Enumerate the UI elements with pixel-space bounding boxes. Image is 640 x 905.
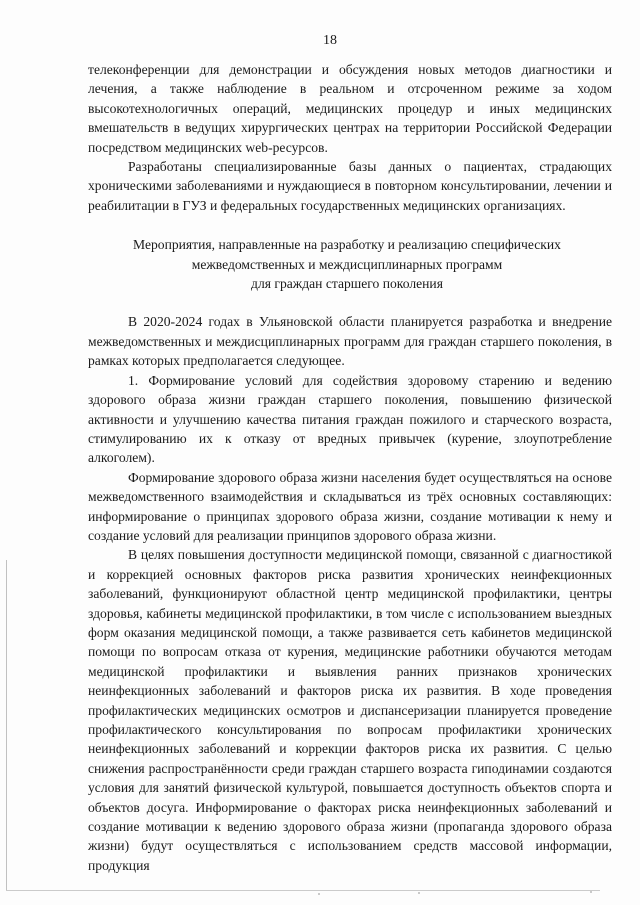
spacer [88, 293, 612, 312]
section-heading [88, 235, 612, 293]
paragraph-healthy-lifestyle: Формирование здорового образа жизни населения будет осуществляться на основе межведомственного взаимодействия и складываться из трёх основных составляющих: информирование о принципах здорового образа жизни, создание мотивации к нему и создание условий для реализации принципов здорового образа жизни. [88, 469, 612, 543]
paragraph-continuation: телеконференции для демонстрации и обсуждения новых методов диагностики и лечения, а также наблюдение в реальном и отсроченном режиме за ходом высокотехнологичных операций, медицинских процедур и иных медицинских вмешательств в ведущих хирургических центрах на территории Российской Федерации посредством медицинских web-ресурсов. [88, 62, 612, 155]
scan-bottom-line [6, 890, 600, 891]
scan-speck [318, 893, 320, 895]
document-body [88, 60, 612, 875]
paragraph-prevention: В целях повышения доступности медицинской помощи, связанной с диагностикой и коррекцией основных факторов риска развития хронических неинфекционных заболеваний, функционируют областной центр медицинской профилактики, центры здоровья, кабинеты медицинской профилактики, в том числе с использованием выездных форм оказания медицинской помощи, а также развивается сеть кабинетов медицинской помощи по вопросам отказа от курения, медицинские работники обучаются методам медицинской профилактики и выявления ранних признаков хронических неинфекционных заболеваний и факторов риска их развития. В ходе проведения профилактических медицинских осмотров и диспансеризации планируется проведение профилактического консультирования по вопросам профилактики хронических неинфекционных заболеваний и коррекции факторов риска их развития. С целью снижения распространённости среди граждан старшего возраста гиподинамии создаются условия для занятий физической культурой, повышается доступность объектов спорта и объектов досуга. Информирование о факторах риска неинфекционных заболеваний и создание мотивации к ведению здорового образа жизни (пропаганда здорового образа жизни) будут осуществляться с использованием средств массовой информации, продукция [88, 547, 612, 873]
scan-edge-line [6, 560, 7, 890]
scan-speck [590, 891, 592, 893]
scan-speck [418, 892, 420, 894]
section-heading-line-1: Мероприятия, направленные на разработку и реализацию специфических [133, 237, 561, 253]
section-heading-line-2: межведомственных и междисциплинарных программ [191, 256, 503, 272]
section-heading-line-3: для граждан старшего поколения [251, 276, 443, 292]
paragraph-item-1: 1. Формирование условий для содействия здоровому старению и ведению здорового образа жизни граждан старшего поколения, повышению физической активности и улучшению качества питания граждан пожилого и старческого возраста, стимулированию их к отказу от вредных привычек (курение, злоупотребление алкоголем). [88, 372, 612, 466]
paragraph-programs-intro: В 2020-2024 годах в Ульяновской области планируется разработка и внедрение межведомственных и междисциплинарных программ для граждан старшего поколения, в рамках которых предполагается следующее. [88, 314, 612, 369]
page-number: 18 [323, 33, 337, 48]
spacer [88, 215, 612, 235]
paragraph-databases: Разработаны специализированные базы данных о пациентах, страдающих хроническими заболеваниями и нуждающиеся в повторном консультировании, лечении и реабилитации в ГУЗ и федеральных государственных медицинских организациях. [88, 159, 612, 213]
